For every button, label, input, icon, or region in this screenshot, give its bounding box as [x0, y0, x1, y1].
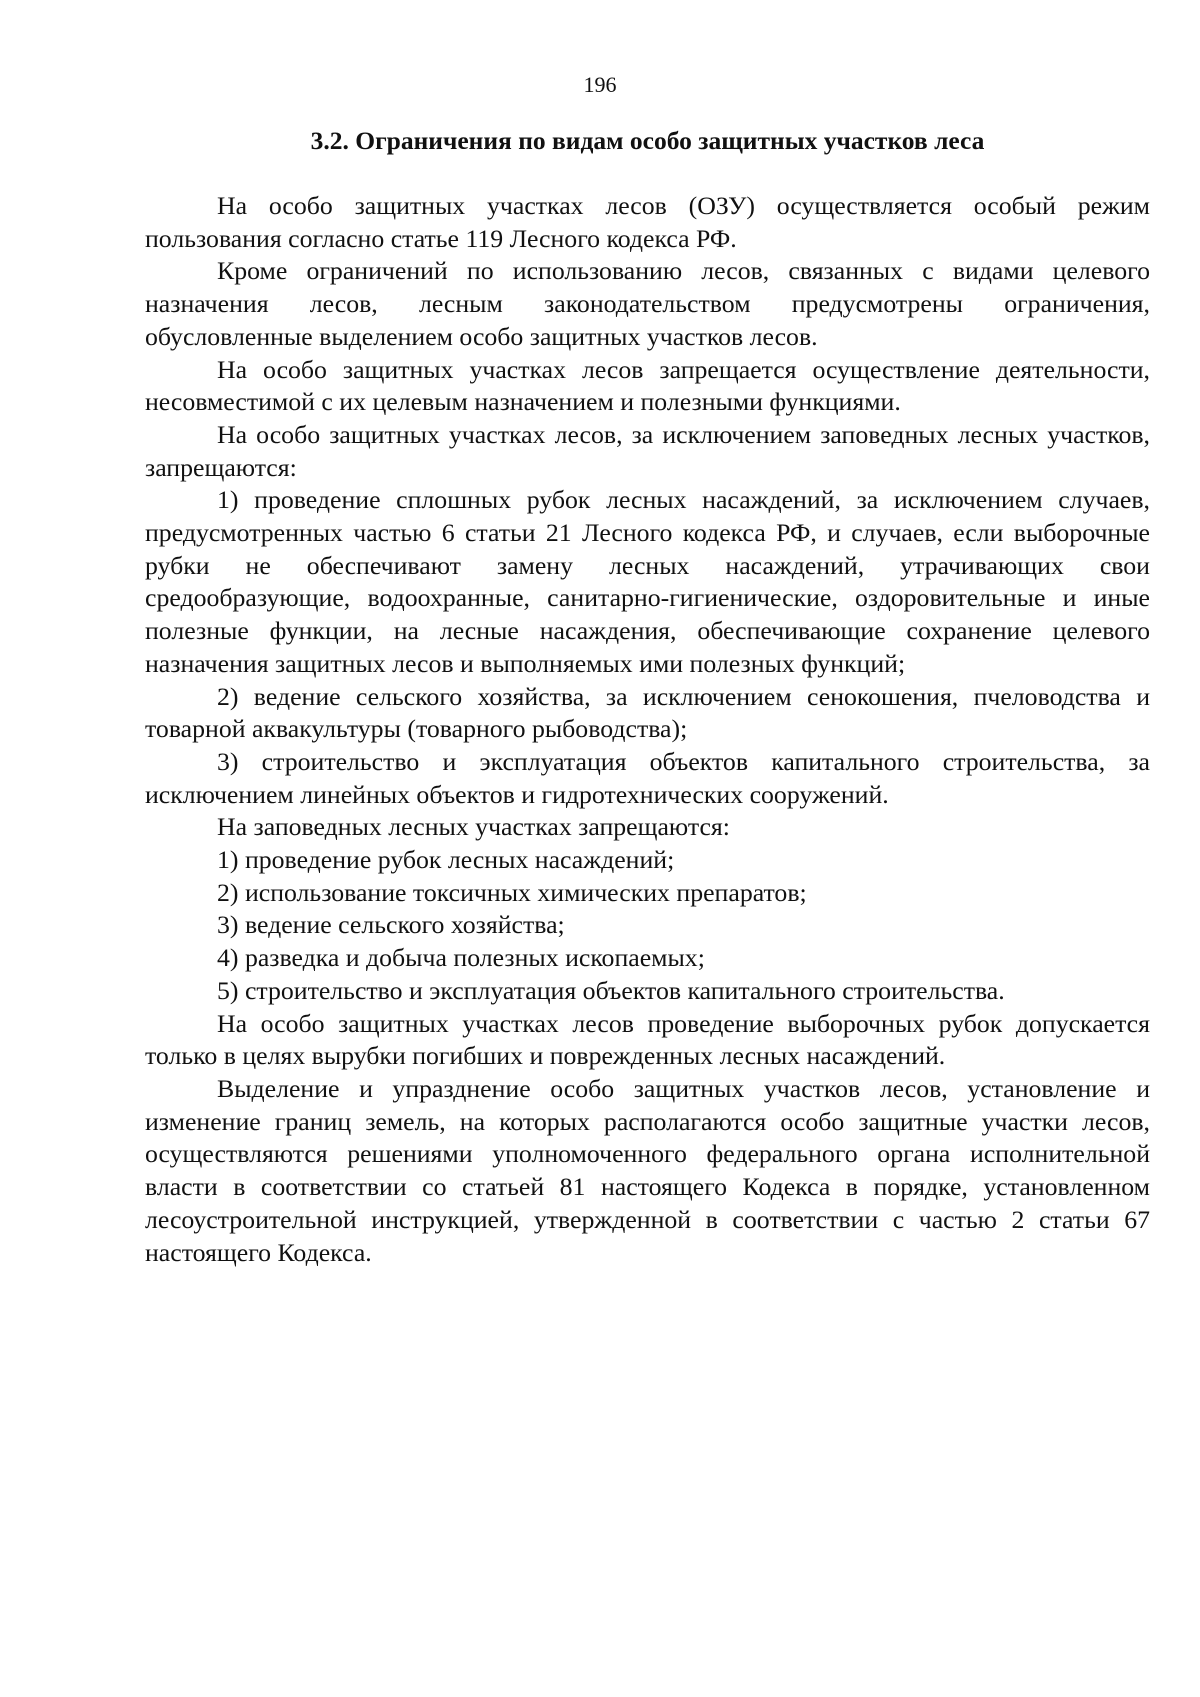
body-text	[145, 190, 1150, 1269]
paragraph: На заповедных лесных участках запрещаются:	[217, 812, 730, 842]
list-item: 1) проведение сплошных рубок лесных насаждений, за исключением случаев, предусмотренных частью 6 статьи 21 Лесного кодекса РФ, и случаев, если выборочные рубки не обеспечивают замену лесных насаждений, утрачивающих свои средообразующие, водоохранные, санитарно-гигиенические, оздоровительные и иные полезные функции, на лесные насаждения, обеспечивающие сохранение целевого назначения защитных лесов и выполняемых ими полезных функций;	[145, 485, 1150, 678]
list-item: 5) строительство и эксплуатация объектов капитального строительства.	[217, 975, 1005, 1005]
list-item: 1) проведение рубок лесных насаждений;	[217, 845, 675, 875]
list-item: 2) ведение сельского хозяйства, за исключением сенокошения, пчеловодства и товарной аквакультуры (товарного рыбоводства);	[145, 681, 1150, 744]
list-item: 3) ведение сельского хозяйства;	[217, 910, 565, 940]
paragraph: На особо защитных участках лесов, за исключением заповедных лесных участков, запрещаются:	[145, 419, 1150, 482]
list-item: 2) использование токсичных химических препаратов;	[217, 877, 807, 907]
section-heading: 3.2. Ограничения по видам особо защитных участков леса	[310, 126, 985, 155]
page-number: 196	[583, 72, 617, 97]
paragraph: Кроме ограничений по использованию лесов, связанных с видами целевого назначения лесов, лесным законодательством предусмотрены ограничения, обусловленные выделением особо защитных участков лесов.	[145, 256, 1150, 351]
paragraph: Выделение и упразднение особо защитных участков лесов, установление и изменение границ земель, на которых располагаются особо защитные участки лесов, осуществляются решениями уполномоченного федерального органа исполнительной власти в соответствии со статьей 81 настоящего Кодекса в порядке, установленном лесоустроительной инструкцией, утвержденной в соответствии с частью 2 статьи 67 настоящего Кодекса.	[145, 1073, 1150, 1267]
paragraph: На особо защитных участках лесов запрещается осуществление деятельности, несовместимой с их целевым назначением и полезными функциями.	[145, 354, 1150, 417]
list-item: 3) строительство и эксплуатация объектов капитального строительства, за исключением линейных объектов и гидротехнических сооружений.	[145, 746, 1150, 809]
list-item: 4) разведка и добыча полезных ископаемых;	[217, 943, 705, 973]
paragraph: На особо защитных участках лесов (ОЗУ) осуществляется особый режим пользования согласно статье 119 Лесного кодекса РФ.	[145, 191, 1150, 253]
paragraph: На особо защитных участках лесов проведение выборочных рубок допускается только в целях вырубки погибших и поврежденных лесных насаждений.	[145, 1008, 1150, 1071]
